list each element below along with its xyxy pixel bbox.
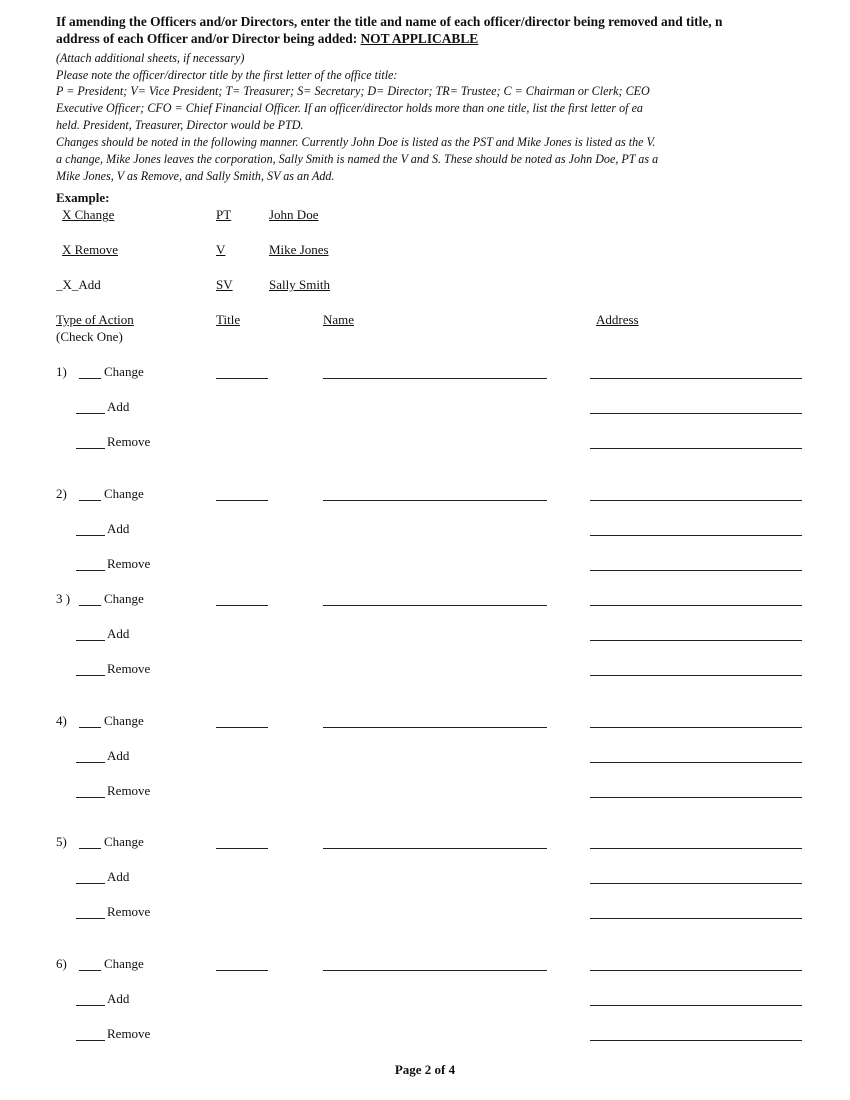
entry-6-change-option-label: Change xyxy=(104,956,144,971)
entry-2-remove-checkbox-blank[interactable] xyxy=(76,570,105,571)
entry-3-add-checkbox-blank[interactable] xyxy=(76,640,105,641)
entry-1-remove-option-label: Remove xyxy=(107,434,151,449)
entry-4-address-field-remove[interactable] xyxy=(590,797,802,798)
entry-5-address-field-remove[interactable] xyxy=(590,918,802,919)
entry-2-title-field[interactable] xyxy=(216,500,268,501)
entry-2-entry-number: 2) xyxy=(56,486,67,501)
entry-6-address-field-change[interactable] xyxy=(590,970,802,971)
entry-3-remove-checkbox-blank[interactable] xyxy=(76,675,105,676)
page-number: Page 2 of 4 xyxy=(394,1062,456,1077)
entry-4-address-field-add[interactable] xyxy=(590,762,802,763)
entry-3-change-checkbox-blank[interactable] xyxy=(79,605,101,606)
entry-5-change-option-label: Change xyxy=(104,834,144,849)
entry-2-change-checkbox-blank[interactable] xyxy=(79,500,101,501)
change-note-line-3: Mike Jones, V as Remove, and Sally Smith, SV as an Add. xyxy=(56,169,335,183)
entry-1-change-option-label: Change xyxy=(104,364,144,379)
example-name-sally-smith: Sally Smith xyxy=(269,277,331,292)
heading-line-1: If amending the Officers and/or Directors, enter the title and name of each officer/director being removed and title, n xyxy=(56,14,723,29)
entry-6-remove-option-label: Remove xyxy=(107,1026,151,1041)
entry-3-address-field-add[interactable] xyxy=(590,640,802,641)
entry-6-title-field[interactable] xyxy=(216,970,268,971)
entry-4-change-option-label: Change xyxy=(104,713,144,728)
entry-5-remove-checkbox-blank[interactable] xyxy=(76,918,105,919)
title-note-line-2: P = President; V= Vice President; T= Treasurer; S= Secretary; D= Director; TR= Trustee; C = Chairman or Clerk; CEO xyxy=(56,84,650,98)
entry-2-add-checkbox-blank[interactable] xyxy=(76,535,105,536)
entry-3-address-field-change[interactable] xyxy=(590,605,802,606)
entry-1-address-field-add[interactable] xyxy=(590,413,802,414)
example-action-remove xyxy=(62,242,118,258)
entry-5-address-field-change[interactable] xyxy=(590,848,802,849)
heading-line-2-text: address of each Officer and/or Director being added: xyxy=(56,31,361,46)
entry-5-add-option-label: Add xyxy=(107,869,130,884)
entry-2-address-field-change[interactable] xyxy=(590,500,802,501)
entry-6-change-checkbox-blank[interactable] xyxy=(79,970,101,971)
column-name: Name xyxy=(323,312,355,327)
entry-6-entry-number: 6) xyxy=(56,956,67,971)
entry-6-name-field[interactable] xyxy=(323,970,547,971)
entry-1-change-checkbox-blank[interactable] xyxy=(79,378,101,379)
column-address: Address xyxy=(596,312,639,327)
change-note-line-1: Changes should be noted in the following manner. Currently John Doe is listed as the PST and Mike Jones is listed as the V. xyxy=(56,135,656,149)
entry-5-address-field-add[interactable] xyxy=(590,883,802,884)
entry-1-address-field-remove[interactable] xyxy=(590,448,802,449)
entry-1-title-field[interactable] xyxy=(216,378,268,379)
entry-5-add-checkbox-blank[interactable] xyxy=(76,883,105,884)
title-note-line-1: Please note the officer/director title by the first letter of the office title: xyxy=(56,68,398,82)
example-name-john-doe: John Doe xyxy=(269,207,319,222)
example-action-add: _X_Add xyxy=(56,277,101,292)
column-check-one: (Check One) xyxy=(56,329,123,344)
entry-6-address-field-add[interactable] xyxy=(590,1005,802,1006)
not-applicable-status: NOT APPLICABLE xyxy=(360,31,479,46)
example-action-change xyxy=(62,207,114,223)
title-note-line-4: held. President, Treasurer, Director would be PTD. xyxy=(56,118,304,132)
entry-4-remove-checkbox-blank[interactable] xyxy=(76,797,105,798)
entry-1-remove-checkbox-blank[interactable] xyxy=(76,448,105,449)
entry-1-name-field[interactable] xyxy=(323,378,547,379)
entry-4-remove-option-label: Remove xyxy=(107,783,151,798)
entry-5-title-field[interactable] xyxy=(216,848,268,849)
entry-4-add-checkbox-blank[interactable] xyxy=(76,762,105,763)
entry-2-name-field[interactable] xyxy=(323,500,547,501)
entry-5-name-field[interactable] xyxy=(323,848,547,849)
entry-3-add-option-label: Add xyxy=(107,626,130,641)
example-title-pt: PT xyxy=(216,207,232,222)
entry-2-remove-option-label: Remove xyxy=(107,556,151,571)
entry-4-title-field[interactable] xyxy=(216,727,268,728)
example-title-v: V xyxy=(216,242,226,257)
entry-3-address-field-remove[interactable] xyxy=(590,675,802,676)
change-note-line-2: a change, Mike Jones leaves the corporation, Sally Smith is named the V and S. These should be noted as John Doe, PT as a xyxy=(56,152,659,166)
entry-5-change-checkbox-blank[interactable] xyxy=(79,848,101,849)
entry-6-address-field-remove[interactable] xyxy=(590,1040,802,1041)
entry-4-entry-number: 4) xyxy=(56,713,67,728)
entry-1-entry-number: 1) xyxy=(56,364,67,379)
entry-3-change-option-label: Change xyxy=(104,591,144,606)
entry-4-address-field-change[interactable] xyxy=(590,727,802,728)
entry-5-entry-number: 5) xyxy=(56,834,67,849)
entry-2-address-field-add[interactable] xyxy=(590,535,802,536)
column-type-of-action: Type of Action xyxy=(56,312,134,327)
entry-3-entry-number: 3 ) xyxy=(56,591,71,606)
entry-6-add-option-label: Add xyxy=(107,991,130,1006)
entry-6-add-checkbox-blank[interactable] xyxy=(76,1005,105,1006)
entry-4-add-option-label: Add xyxy=(107,748,130,763)
entry-6-remove-checkbox-blank[interactable] xyxy=(76,1040,105,1041)
example-action-change-text: X Change xyxy=(62,207,115,222)
title-note-line-3: Executive Officer; CFO = Chief Financial Officer. If an officer/director holds more than one title, list the first letter of ea xyxy=(56,101,643,115)
entry-2-change-option-label: Change xyxy=(104,486,144,501)
entry-2-address-field-remove[interactable] xyxy=(590,570,802,571)
example-action-remove-text: X Remove xyxy=(62,242,118,257)
attach-sheets-note: (Attach additional sheets, if necessary) xyxy=(56,51,245,65)
entry-3-remove-option-label: Remove xyxy=(107,661,151,676)
entry-3-name-field[interactable] xyxy=(323,605,547,606)
entry-4-name-field[interactable] xyxy=(323,727,547,728)
entry-1-add-option-label: Add xyxy=(107,399,130,414)
entry-4-change-checkbox-blank[interactable] xyxy=(79,727,101,728)
entry-5-remove-option-label: Remove xyxy=(107,904,151,919)
entry-1-address-field-change[interactable] xyxy=(590,378,802,379)
column-title: Title xyxy=(216,312,241,327)
entry-2-add-option-label: Add xyxy=(107,521,130,536)
example-title-sv: SV xyxy=(216,277,233,292)
form-heading xyxy=(56,13,816,47)
entry-1-add-checkbox-blank[interactable] xyxy=(76,413,105,414)
example-name-mike-jones: Mike Jones xyxy=(269,242,329,257)
example-label: Example: xyxy=(56,190,110,205)
heading-line-2 xyxy=(56,30,816,47)
entry-3-title-field[interactable] xyxy=(216,605,268,606)
